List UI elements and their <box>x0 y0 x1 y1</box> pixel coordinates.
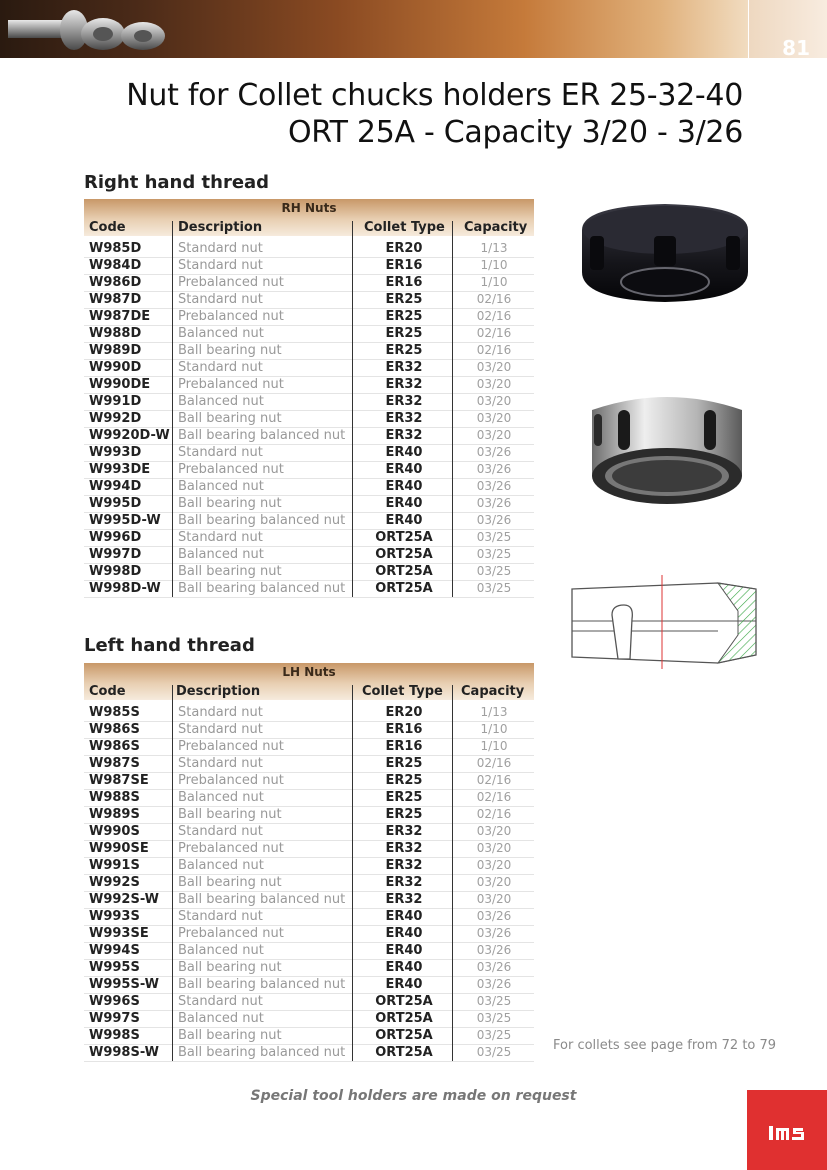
cell-collet-type: ORT25A <box>375 1011 433 1026</box>
table-row <box>84 704 534 721</box>
column-divider <box>352 221 353 597</box>
table-row <box>84 806 534 823</box>
cell-capacity: 1/10 <box>480 275 508 289</box>
cell-description: Standard nut <box>178 824 263 839</box>
cell-collet-type: ORT25A <box>375 581 433 596</box>
nut-section-drawing <box>568 575 762 669</box>
cell-description: Prebalanced nut <box>178 275 284 290</box>
table-row <box>84 512 534 529</box>
cell-code: W988D <box>89 326 142 341</box>
cell-collet-type: ER16 <box>385 275 423 290</box>
nut-side-view-image <box>588 380 746 508</box>
table-row <box>84 308 534 325</box>
cell-capacity: 03/26 <box>476 960 512 974</box>
cell-code: W994D <box>89 479 142 494</box>
cell-capacity: 03/26 <box>476 977 512 991</box>
cell-capacity: 03/20 <box>476 892 512 906</box>
cell-collet-type: ORT25A <box>375 994 433 1009</box>
table-row <box>84 840 534 857</box>
cell-description: Standard nut <box>178 909 263 924</box>
lh-nuts-table <box>84 663 534 1061</box>
cell-description: Prebalanced nut <box>178 309 284 324</box>
cell-description: Balanced nut <box>178 943 264 958</box>
cell-code: W987SE <box>89 773 149 788</box>
cell-description: Ball bearing balanced nut <box>178 977 346 992</box>
nut-top-view-image <box>578 200 752 306</box>
cell-collet-type: ER32 <box>385 892 423 907</box>
lh-section-heading: Left hand thread <box>84 635 255 656</box>
cell-code: W985D <box>89 241 142 256</box>
cell-capacity: 02/16 <box>476 773 512 787</box>
cell-description: Prebalanced nut <box>178 377 284 392</box>
cell-collet-type: ER32 <box>385 824 423 839</box>
cell-capacity: 03/25 <box>476 530 512 544</box>
table-row <box>84 563 534 580</box>
table-row <box>84 959 534 976</box>
cell-collet-type: ER16 <box>385 739 423 754</box>
table-row <box>84 461 534 478</box>
table-row <box>84 546 534 563</box>
cell-capacity: 02/16 <box>476 756 512 770</box>
col-header-capacity: Capacity <box>464 220 528 235</box>
table-row <box>84 291 534 308</box>
lh-rows <box>84 704 534 1061</box>
table-row <box>84 908 534 925</box>
table-row <box>84 891 534 908</box>
cell-capacity: 02/16 <box>476 309 512 323</box>
cell-capacity: 03/26 <box>476 513 512 527</box>
cell-capacity: 02/16 <box>476 292 512 306</box>
cell-code: W985S <box>89 705 140 720</box>
cell-capacity: 03/20 <box>476 841 512 855</box>
cell-capacity: 1/10 <box>480 722 508 736</box>
cell-code: W991S <box>89 858 140 873</box>
table-row <box>84 495 534 512</box>
table-row <box>84 410 534 427</box>
page-number-box <box>748 0 827 58</box>
cell-code: W987S <box>89 756 140 771</box>
cell-capacity: 02/16 <box>476 343 512 357</box>
cell-code: W993SE <box>89 926 149 941</box>
cell-capacity: 1/13 <box>480 705 508 719</box>
cell-collet-type: ER20 <box>385 705 423 720</box>
cell-collet-type: ER25 <box>385 773 423 788</box>
cell-capacity: 03/25 <box>476 1028 512 1042</box>
cell-description: Prebalanced nut <box>178 841 284 856</box>
cell-description: Standard nut <box>178 360 263 375</box>
table-row <box>84 529 534 546</box>
rh-rows <box>84 240 534 597</box>
table-row <box>84 823 534 840</box>
cell-collet-type: ER40 <box>385 909 423 924</box>
cell-capacity: 03/20 <box>476 394 512 408</box>
cell-code: W987D <box>89 292 142 307</box>
column-divider <box>172 685 173 1061</box>
cell-code: W996S <box>89 994 140 1009</box>
cell-code: W992S-W <box>89 892 159 907</box>
table-row <box>84 257 534 274</box>
brand-logo <box>747 1122 827 1146</box>
cell-capacity: 03/25 <box>476 1011 512 1025</box>
cell-description: Balanced nut <box>178 790 264 805</box>
cell-collet-type: ER32 <box>385 875 423 890</box>
table-row <box>84 427 534 444</box>
cell-description: Standard nut <box>178 292 263 307</box>
cell-collet-type: ER40 <box>385 977 423 992</box>
cell-collet-type: ER40 <box>385 445 423 460</box>
col-header-description: Description <box>178 220 263 235</box>
cell-capacity: 03/26 <box>476 462 512 476</box>
cell-capacity: 02/16 <box>476 807 512 821</box>
cell-code: W992D <box>89 411 142 426</box>
table-row <box>84 376 534 393</box>
rh-table-header <box>84 199 534 236</box>
lh-table-header <box>84 663 534 700</box>
cell-description: Prebalanced nut <box>178 739 284 754</box>
table-row <box>84 789 534 806</box>
cell-code: W987DE <box>89 309 151 324</box>
rh-section-heading: Right hand thread <box>84 172 270 193</box>
cell-code: W989D <box>89 343 142 358</box>
cell-code: W990DE <box>89 377 151 392</box>
cell-capacity: 02/16 <box>476 790 512 804</box>
cell-description: Ball bearing balanced nut <box>178 892 346 907</box>
table-row <box>84 1027 534 1044</box>
table-row <box>84 1010 534 1027</box>
table-row <box>84 580 534 597</box>
page-title-line2: ORT 25A - Capacity 3/20 - 3/26 <box>287 115 743 150</box>
cell-description: Balanced nut <box>178 394 264 409</box>
cell-collet-type: ER40 <box>385 496 423 511</box>
cell-collet-type: ER25 <box>385 309 423 324</box>
cell-collet-type: ORT25A <box>375 547 433 562</box>
cell-collet-type: ER25 <box>385 807 423 822</box>
cell-code: W995S <box>89 960 140 975</box>
lh-table-caption: LH Nuts <box>282 665 336 679</box>
col-header-code: Code <box>89 684 126 699</box>
cell-collet-type: ER25 <box>385 343 423 358</box>
cell-code: W991D <box>89 394 142 409</box>
cell-description: Ball bearing nut <box>178 564 282 579</box>
table-row <box>84 342 534 359</box>
column-divider <box>352 685 353 1061</box>
cell-description: Ball bearing nut <box>178 343 282 358</box>
cell-description: Ball bearing nut <box>178 1028 282 1043</box>
cell-capacity: 03/20 <box>476 377 512 391</box>
cell-description: Standard nut <box>178 241 263 256</box>
cell-collet-type: ORT25A <box>375 1045 433 1060</box>
cell-collet-type: ER40 <box>385 960 423 975</box>
cell-collet-type: ER32 <box>385 428 423 443</box>
table-row <box>84 925 534 942</box>
cell-code: W988S <box>89 790 140 805</box>
cell-capacity: 03/25 <box>476 581 512 595</box>
collets-reference-note: For collets see page from 72 to 79 <box>553 1038 777 1053</box>
cell-collet-type: ER32 <box>385 411 423 426</box>
cell-code: W986S <box>89 722 140 737</box>
cell-description: Ball bearing nut <box>178 875 282 890</box>
rh-nuts-table <box>84 199 534 597</box>
cell-code: W995D <box>89 496 142 511</box>
cell-code: W998D <box>89 564 142 579</box>
cell-collet-type: ORT25A <box>375 564 433 579</box>
table-row <box>84 444 534 461</box>
cell-description: Standard nut <box>178 705 263 720</box>
cell-collet-type: ER16 <box>385 258 423 273</box>
cell-description: Ball bearing nut <box>178 960 282 975</box>
cell-code: W998S-W <box>89 1045 159 1060</box>
cell-capacity: 1/10 <box>480 739 508 753</box>
row-divider <box>84 597 534 598</box>
column-divider <box>172 221 173 597</box>
cell-capacity: 03/20 <box>476 875 512 889</box>
table-row <box>84 874 534 891</box>
cell-description: Ball bearing nut <box>178 807 282 822</box>
cell-code: W993D <box>89 445 142 460</box>
page-title-line1: Nut for Collet chucks holders ER 25-32-40 <box>126 78 743 113</box>
column-divider <box>452 685 453 1061</box>
table-row <box>84 274 534 291</box>
cell-collet-type: ER40 <box>385 513 423 528</box>
cell-description: Standard nut <box>178 994 263 1009</box>
cell-collet-type: ER32 <box>385 360 423 375</box>
cell-capacity: 03/25 <box>476 1045 512 1059</box>
header-banner <box>0 0 748 58</box>
cell-collet-type: ER40 <box>385 943 423 958</box>
page-number: 81 <box>782 36 810 60</box>
cell-collet-type: ER40 <box>385 926 423 941</box>
table-row <box>84 755 534 772</box>
cell-collet-type: ER32 <box>385 841 423 856</box>
row-divider <box>84 1061 534 1062</box>
cell-code: W990D <box>89 360 142 375</box>
cell-code: W995D-W <box>89 513 161 528</box>
cell-code: W994S <box>89 943 140 958</box>
brand-logo-box <box>747 1090 827 1170</box>
cell-capacity: 03/26 <box>476 926 512 940</box>
cell-code: W990SE <box>89 841 149 856</box>
cell-collet-type: ORT25A <box>375 530 433 545</box>
cell-collet-type: ER32 <box>385 394 423 409</box>
cell-code: W998S <box>89 1028 140 1043</box>
table-row <box>84 393 534 410</box>
cell-capacity: 03/26 <box>476 909 512 923</box>
cell-description: Balanced nut <box>178 326 264 341</box>
cell-description: Prebalanced nut <box>178 773 284 788</box>
table-row <box>84 772 534 789</box>
cell-code: W998D-W <box>89 581 161 596</box>
cell-description: Ball bearing nut <box>178 411 282 426</box>
cell-capacity: 02/16 <box>476 326 512 340</box>
cell-description: Standard nut <box>178 722 263 737</box>
table-row <box>84 1044 534 1061</box>
cell-collet-type: ER32 <box>385 377 423 392</box>
cell-description: Ball bearing balanced nut <box>178 513 346 528</box>
cell-description: Balanced nut <box>178 1011 264 1026</box>
cell-capacity: 03/26 <box>476 445 512 459</box>
cell-capacity: 03/25 <box>476 564 512 578</box>
cell-description: Ball bearing balanced nut <box>178 1045 346 1060</box>
table-row <box>84 359 534 376</box>
cell-code: W997D <box>89 547 142 562</box>
table-row <box>84 942 534 959</box>
cell-capacity: 1/13 <box>480 241 508 255</box>
cell-description: Prebalanced nut <box>178 462 284 477</box>
column-divider <box>452 221 453 597</box>
cell-capacity: 03/20 <box>476 411 512 425</box>
cell-collet-type: ER40 <box>385 479 423 494</box>
cell-description: Balanced nut <box>178 858 264 873</box>
cell-code: W997S <box>89 1011 140 1026</box>
cell-code: W995S-W <box>89 977 159 992</box>
footer-note: Special tool holders are made on request <box>250 1088 577 1104</box>
cell-code: W992S <box>89 875 140 890</box>
cell-description: Balanced nut <box>178 547 264 562</box>
cell-collet-type: ER40 <box>385 462 423 477</box>
cell-description: Ball bearing balanced nut <box>178 428 346 443</box>
cell-collet-type: ER25 <box>385 790 423 805</box>
cell-collet-type: ER32 <box>385 858 423 873</box>
cell-description: Ball bearing nut <box>178 496 282 511</box>
cell-collet-type: ER25 <box>385 326 423 341</box>
cell-code: W993DE <box>89 462 151 477</box>
cell-code: W989S <box>89 807 140 822</box>
cell-code: W986S <box>89 739 140 754</box>
table-row <box>84 478 534 495</box>
rh-table-caption: RH Nuts <box>281 201 337 215</box>
table-row <box>84 325 534 342</box>
cell-code: W993S <box>89 909 140 924</box>
table-row <box>84 857 534 874</box>
ims-logo-icon <box>767 1122 807 1142</box>
cell-description: Standard nut <box>178 530 263 545</box>
cell-capacity: 03/25 <box>476 994 512 1008</box>
cell-code: W9920D-W <box>89 428 170 443</box>
cell-capacity: 03/20 <box>476 858 512 872</box>
cell-capacity: 03/25 <box>476 547 512 561</box>
col-header-capacity: Capacity <box>461 684 525 699</box>
cell-capacity: 1/10 <box>480 258 508 272</box>
col-header-code: Code <box>89 220 126 235</box>
cell-capacity: 03/26 <box>476 943 512 957</box>
cell-capacity: 03/20 <box>476 360 512 374</box>
table-row <box>84 738 534 755</box>
cell-capacity: 03/20 <box>476 428 512 442</box>
cell-code: W996D <box>89 530 142 545</box>
table-row <box>84 976 534 993</box>
table-row <box>84 993 534 1010</box>
cell-description: Standard nut <box>178 258 263 273</box>
cell-code: W984D <box>89 258 142 273</box>
cell-collet-type: ORT25A <box>375 1028 433 1043</box>
col-header-collet-type: Collet Type <box>362 684 443 699</box>
cell-capacity: 03/20 <box>476 824 512 838</box>
cell-collet-type: ER16 <box>385 722 423 737</box>
cell-description: Standard nut <box>178 445 263 460</box>
col-header-description: Description <box>176 684 261 699</box>
cell-description: Balanced nut <box>178 479 264 494</box>
cell-collet-type: ER25 <box>385 292 423 307</box>
col-header-collet-type: Collet Type <box>364 220 445 235</box>
table-row <box>84 721 534 738</box>
cell-description: Standard nut <box>178 756 263 771</box>
collet-tool-image <box>8 6 173 54</box>
cell-collet-type: ER25 <box>385 756 423 771</box>
cell-code: W990S <box>89 824 140 839</box>
table-row <box>84 240 534 257</box>
cell-collet-type: ER20 <box>385 241 423 256</box>
cell-description: Ball bearing balanced nut <box>178 581 346 596</box>
cell-description: Prebalanced nut <box>178 926 284 941</box>
cell-capacity: 03/26 <box>476 496 512 510</box>
cell-code: W986D <box>89 275 142 290</box>
cell-capacity: 03/26 <box>476 479 512 493</box>
